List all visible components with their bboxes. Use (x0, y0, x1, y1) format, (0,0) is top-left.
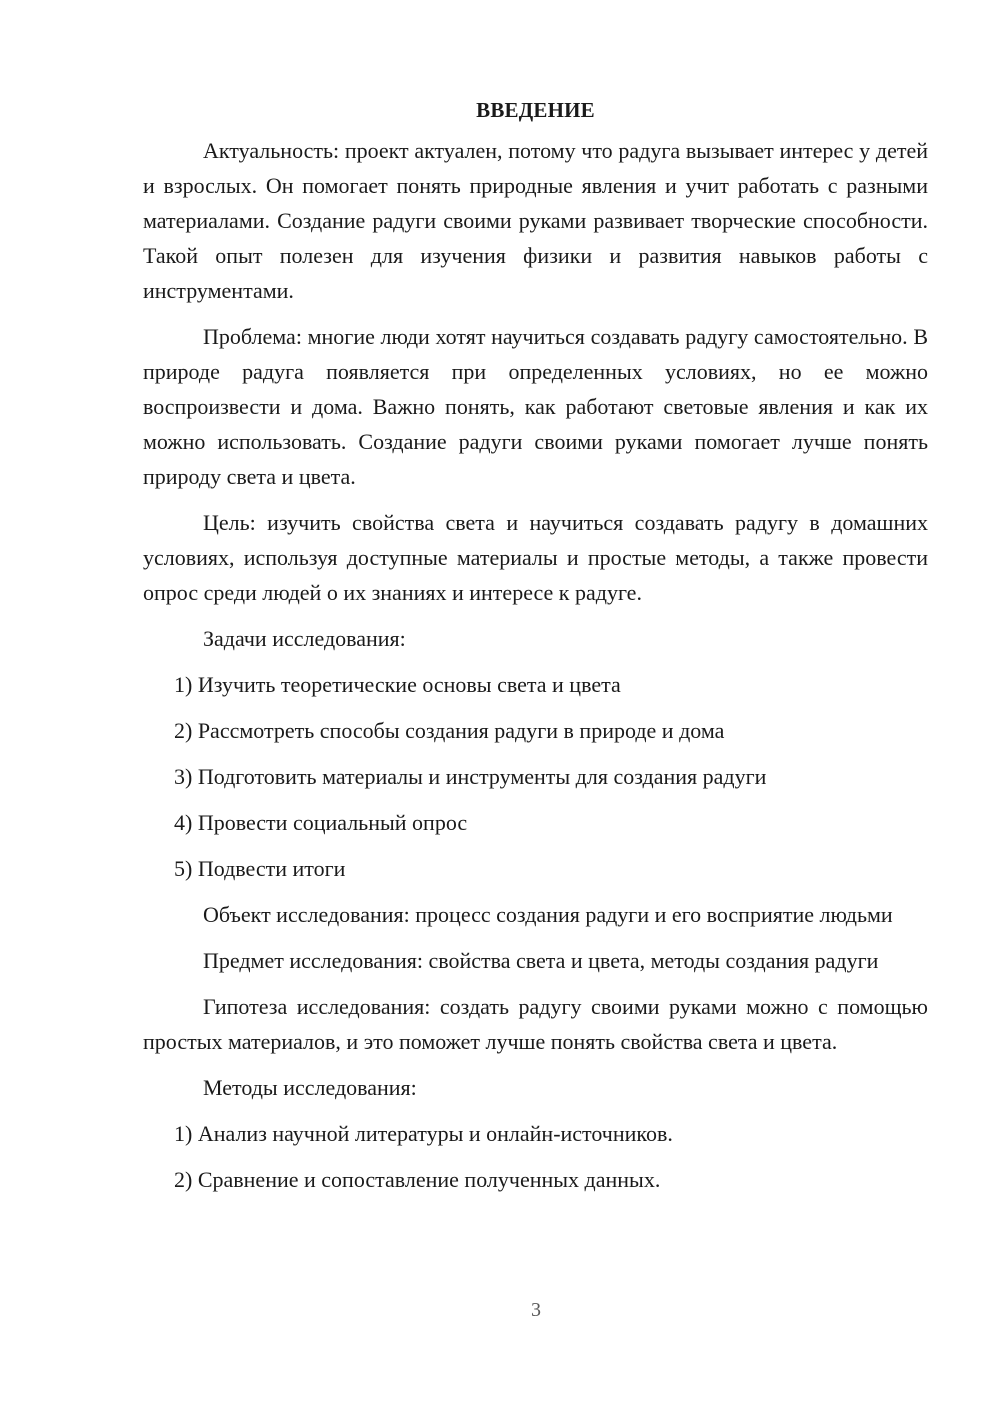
object-paragraph: Объект исследования: процесс создания радуги и его восприятие людьми (203, 902, 893, 927)
list-item: 1) Анализ научной литературы и онлайн-источников. (174, 1121, 673, 1146)
methods-title: Методы исследования: (203, 1075, 417, 1100)
subject-paragraph: Предмет исследования: свойства света и цвета, методы создания радуги (203, 948, 879, 973)
goal-paragraph: Цель: изучить свойства света и научиться создавать радугу в домашних условиях, используя доступные материалы и простые методы, а также провести опрос среди людей о их знаниях и интересе к радуге. (143, 510, 928, 605)
tasks-list (143, 667, 928, 886)
problem-paragraph: Проблема: многие люди хотят научиться создавать радугу самостоятельно. В природе радуга появляется при определенных условиях, но ее можно воспроизвести и дома. Важно понять, как работают световые явления и как их можно использовать. Создание радуги своими руками помогает лучше понять природу света и цвета. (143, 324, 928, 489)
page-number: 3 (531, 1299, 541, 1321)
methods-list (143, 1116, 928, 1197)
section-heading: ВВЕДЕНИЕ (476, 98, 595, 122)
hypothesis-paragraph: Гипотеза исследования: создать радугу своими руками можно с помощью простых материалов, и это поможет лучше понять свойства света и цвета. (143, 994, 928, 1054)
tasks-title: Задачи исследования: (203, 626, 406, 651)
page-content (143, 92, 928, 1208)
list-item: 2) Сравнение и сопоставление полученных данных. (174, 1167, 661, 1192)
list-item: 3) Подготовить материалы и инструменты для создания радуги (174, 764, 767, 789)
list-item: 4) Провести социальный опрос (174, 810, 468, 835)
list-item: 5) Подвести итоги (174, 856, 346, 881)
relevance-paragraph: Актуальность: проект актуален, потому что радуга вызывает интерес у детей и взрослых. Он помогает понять природные явления и учит работать с разными материалами. Создание радуги своими руками развивает творческие способности. Такой опыт полезен для изучения физики и развития навыков работы с инструментами. (143, 138, 928, 303)
list-item: 1) Изучить теоретические основы света и цвета (174, 672, 621, 697)
list-item: 2) Рассмотреть способы создания радуги в природе и дома (174, 718, 725, 743)
